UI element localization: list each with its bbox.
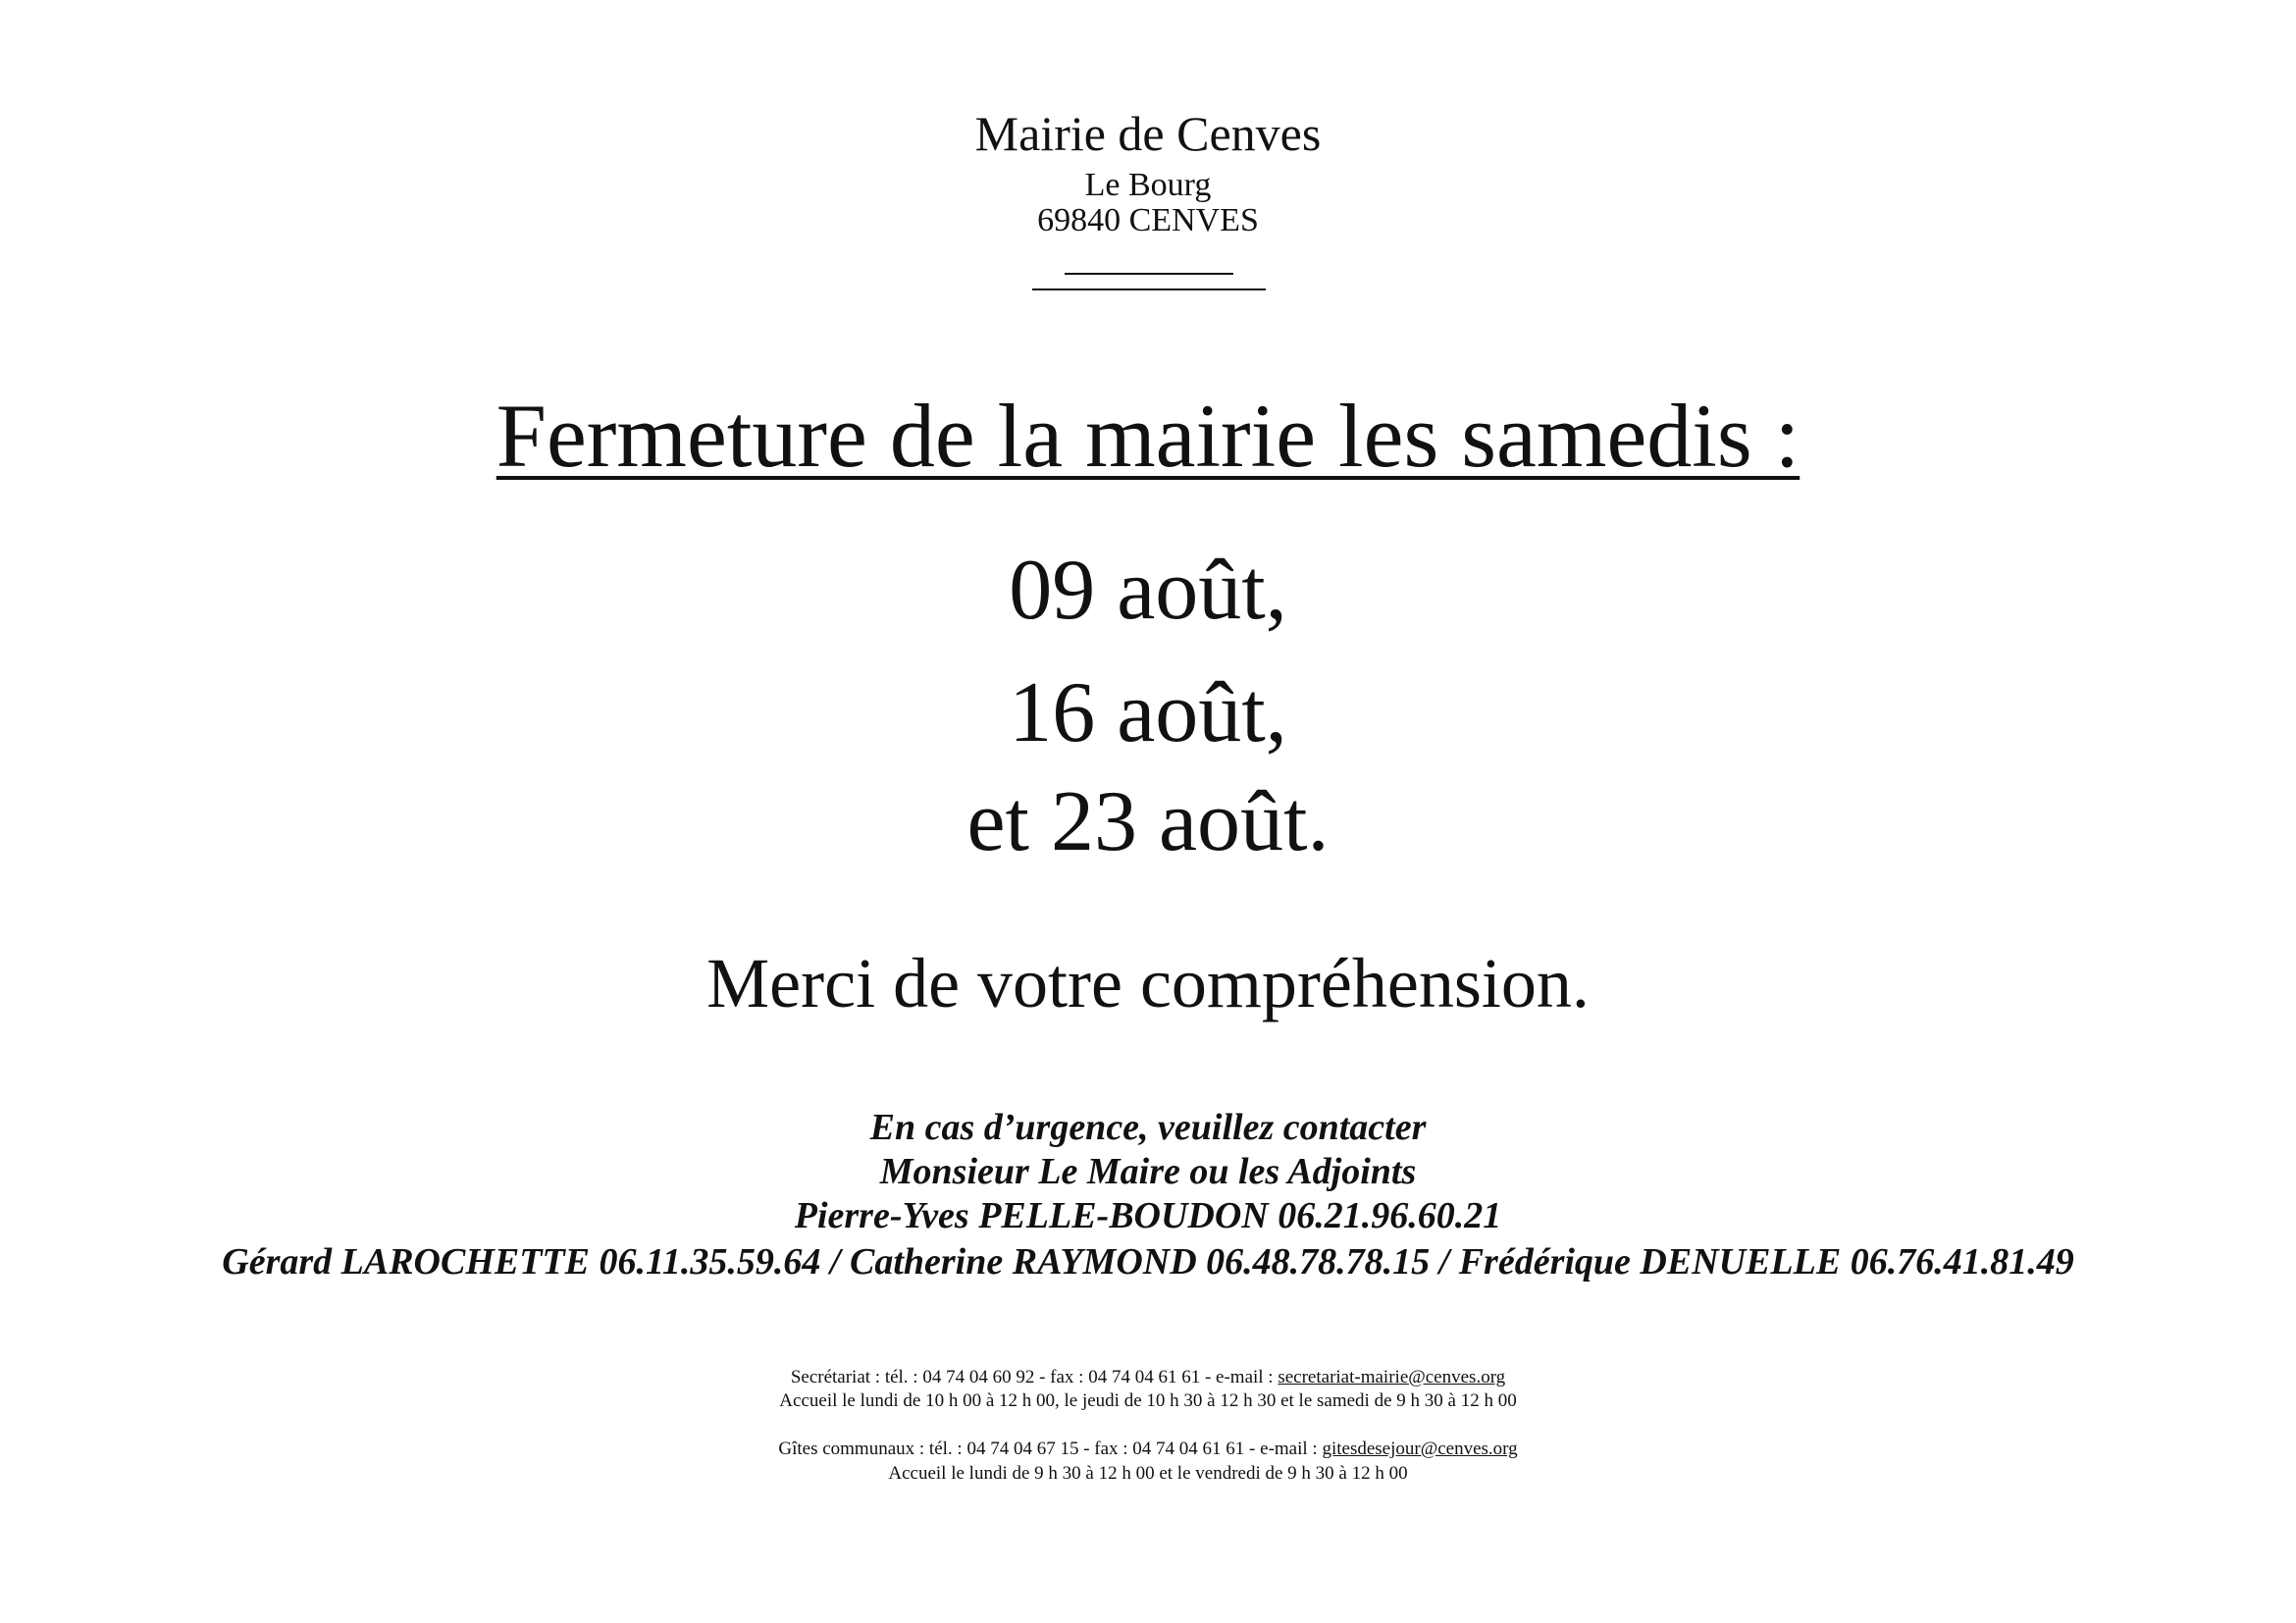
secretariat-contact-line (0, 1366, 2296, 1389)
org-name: Mairie de Cenves (974, 106, 1322, 161)
secretariat-contact-text: Secrétariat : tél. : 04 74 04 60 92 - fax : 04 74 04 61 61 - e-mail : (790, 1367, 1278, 1387)
header-divider-long (1032, 288, 1266, 290)
gites-contact-text: Gîtes communaux : tél. : 04 74 04 67 15 - fax : 04 74 04 61 61 - e-mail : (778, 1439, 1323, 1459)
closure-date-3: et 23 août. (966, 774, 1330, 869)
emergency-intro: En cas d’urgence, veuillez contacter (869, 1107, 1427, 1148)
thanks-message: Merci de votre compréhension. (706, 944, 1590, 1022)
header-divider-short (1065, 273, 1233, 275)
closure-date-2: 16 août, (1009, 665, 1287, 760)
gites-email-link[interactable]: gitesdesejour@cenves.org (1322, 1439, 1518, 1459)
gites-contact-line (0, 1438, 2296, 1461)
gites-hours: Accueil le lundi de 9 h 30 à 12 h 00 et le vendredi de 9 h 30 à 12 h 00 (888, 1463, 1408, 1484)
closure-date-1: 09 août, (1009, 543, 1287, 638)
emergency-deputies-contacts: Gérard LAROCHETTE 06.11.35.59.64 / Catherine RAYMOND 06.48.78.78.15 / Frédérique DENUELLE 06.76.41.81.49 (222, 1241, 2074, 1283)
secretariat-email-link[interactable]: secretariat-mairie@cenves.org (1278, 1367, 1506, 1387)
emergency-mayor-contact: Pierre-Yves PELLE-BOUDON 06.21.96.60.21 (794, 1195, 1502, 1236)
notice-title-block (0, 385, 2296, 487)
address-street: Le Bourg (1084, 167, 1212, 203)
address-postal: 69840 CENVES (1037, 202, 1259, 238)
secretariat-hours: Accueil le lundi de 10 h 00 à 12 h 00, le jeudi de 10 h 30 à 12 h 30 et le samedi de 9 h 30 à 12 h 00 (779, 1390, 1517, 1411)
emergency-contacts-heading: Monsieur Le Maire ou les Adjoints (879, 1151, 1417, 1192)
notice-title: Fermeture de la mairie les samedis : (496, 386, 1800, 486)
